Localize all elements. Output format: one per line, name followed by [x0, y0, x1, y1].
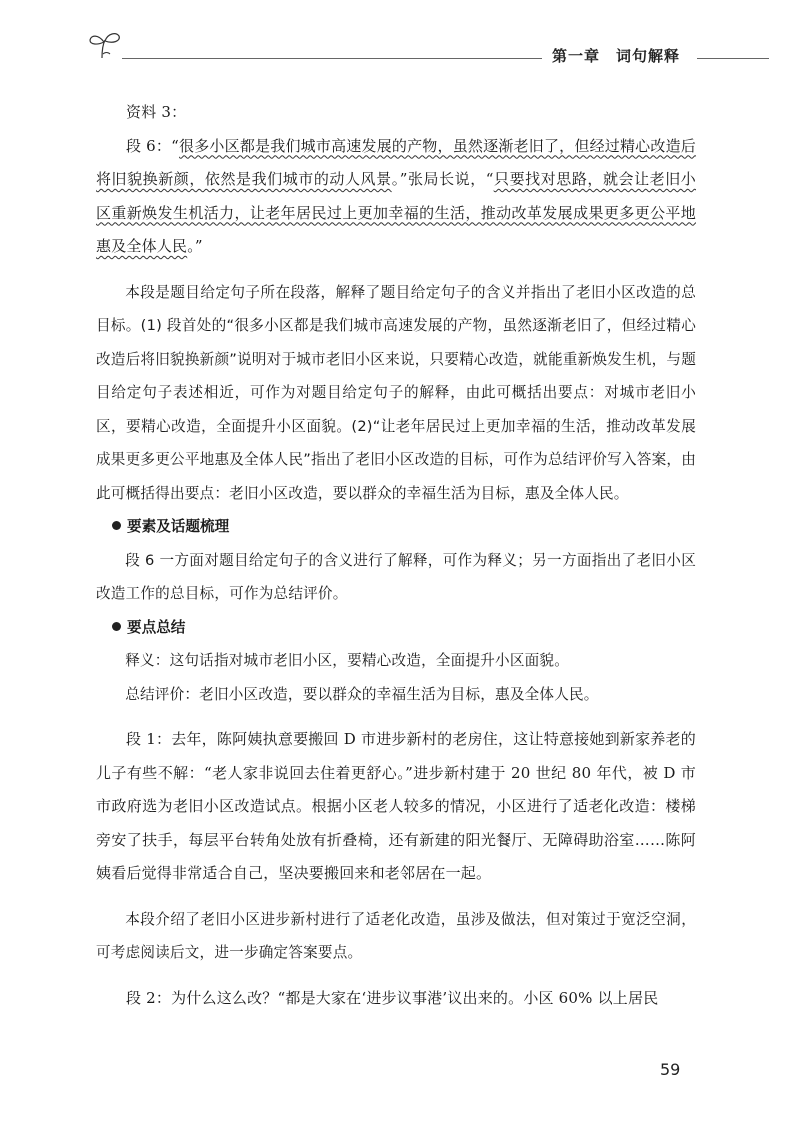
sprout-icon: [88, 30, 122, 60]
section-heading-text: 要点总结: [127, 618, 186, 636]
analysis-paragraph-1: 本段是题目给定句子所在段落，解释了题目给定句子的含义并指出了老旧小区改造的总目标。(1) 段首处的“很多小区都是我们城市高速发展的产物，虽然逐渐老旧了，但经过精心改造后将旧貌换新颜”说明对于城市老旧小区来说，只要精心改造，就能重新焕发生机，与题目给定句子表述相近，可作为对题目给定句子的解释，由此可概括出要点：对城市老旧小区，要精心改造，全面提升小区面貌。(2)“让老年居民过上更加幸福的生活，推动改革发展成果更多更公平地惠及全体人民”指出了老旧小区改造的目标，可作为总结评价写入答案，由此可概括得出要点：老旧小区改造，要以群众的幸福生活为目标，惠及全体人民。: [96, 283, 696, 502]
section-heading-summary: [96, 611, 696, 645]
bullet-dot-icon: [112, 622, 121, 631]
para6-end: 。”: [187, 237, 203, 255]
header-rule-right: [697, 58, 769, 59]
para6-wavy-quote-2: 只要找对思路，就会让老旧小区重新焕发生机活力，让老年居民过上更加幸福的生活，推动改革发展成果更多更公平地惠及全体人民: [96, 170, 696, 255]
para6-lead: 段 6：“: [126, 136, 180, 155]
analysis-paragraph-2: 本段介绍了老旧小区进步新村进行了适老化改造，虽涉及做法，但对策过于宽泛空洞，可考虑阅读后文，进一步确定答案要点。: [96, 910, 696, 961]
page-number: 59: [660, 1060, 681, 1079]
material-paragraph-2: 段 2：为什么这么改？“都是大家在‘进步议事港’议出来的。小区 60% 以上居民: [126, 988, 659, 1007]
header-rule-left: [122, 58, 542, 59]
summary-line-evaluation: 总结评价：老旧小区改造，要以群众的幸福生活为目标，惠及全体人民。: [125, 685, 599, 703]
material-label: 资料 3：: [126, 103, 187, 121]
summary-line-definition: 释义：这句话指对城市老旧小区，要精心改造，全面提升小区面貌。: [125, 652, 570, 669]
page-header: [0, 0, 800, 80]
para6-mid: 。”张局长说，“: [391, 170, 494, 188]
material-paragraph-1: 段 1：去年，陈阿姨执意要搬回 D 市进步新村的老房住，这让特意接她到新家养老的儿子有些不解：“老人家非说回去住着更舒心。”进步新村建于 20 世纪 80 年代，被 D 市市政府选为老旧小区改造试点。根据小区老人较多的情况，小区进行了适老化改造：楼梯旁安了扶手，每层平台转角处放有折叠椅，还有新建的阳光餐厅、无障碍助浴室……陈阿姨看后觉得非常适合自己，坚决要搬回来和老邻居在一起。: [96, 730, 696, 882]
bullet-dot-icon: [112, 521, 121, 530]
chapter-title: 第一章 词句解释: [552, 47, 681, 65]
section-heading-elements: [96, 510, 696, 544]
material-paragraph-6: [96, 130, 696, 264]
page-body: [96, 96, 696, 1015]
section-heading-text: 要素及话题梳理: [127, 518, 230, 535]
para6-wavy-quote-1: 很多小区都是我们城市高速发展的产物，虽然逐渐老旧了，但经过精心改造后将旧貌换新颜，依然是我们城市的动人风景: [96, 136, 697, 188]
section-elements-text: 段 6 一方面对题目给定句子的含义进行了解释，可作为释义；另一方面指出了老旧小区改造工作的总目标，可作为总结评价。: [96, 551, 696, 602]
